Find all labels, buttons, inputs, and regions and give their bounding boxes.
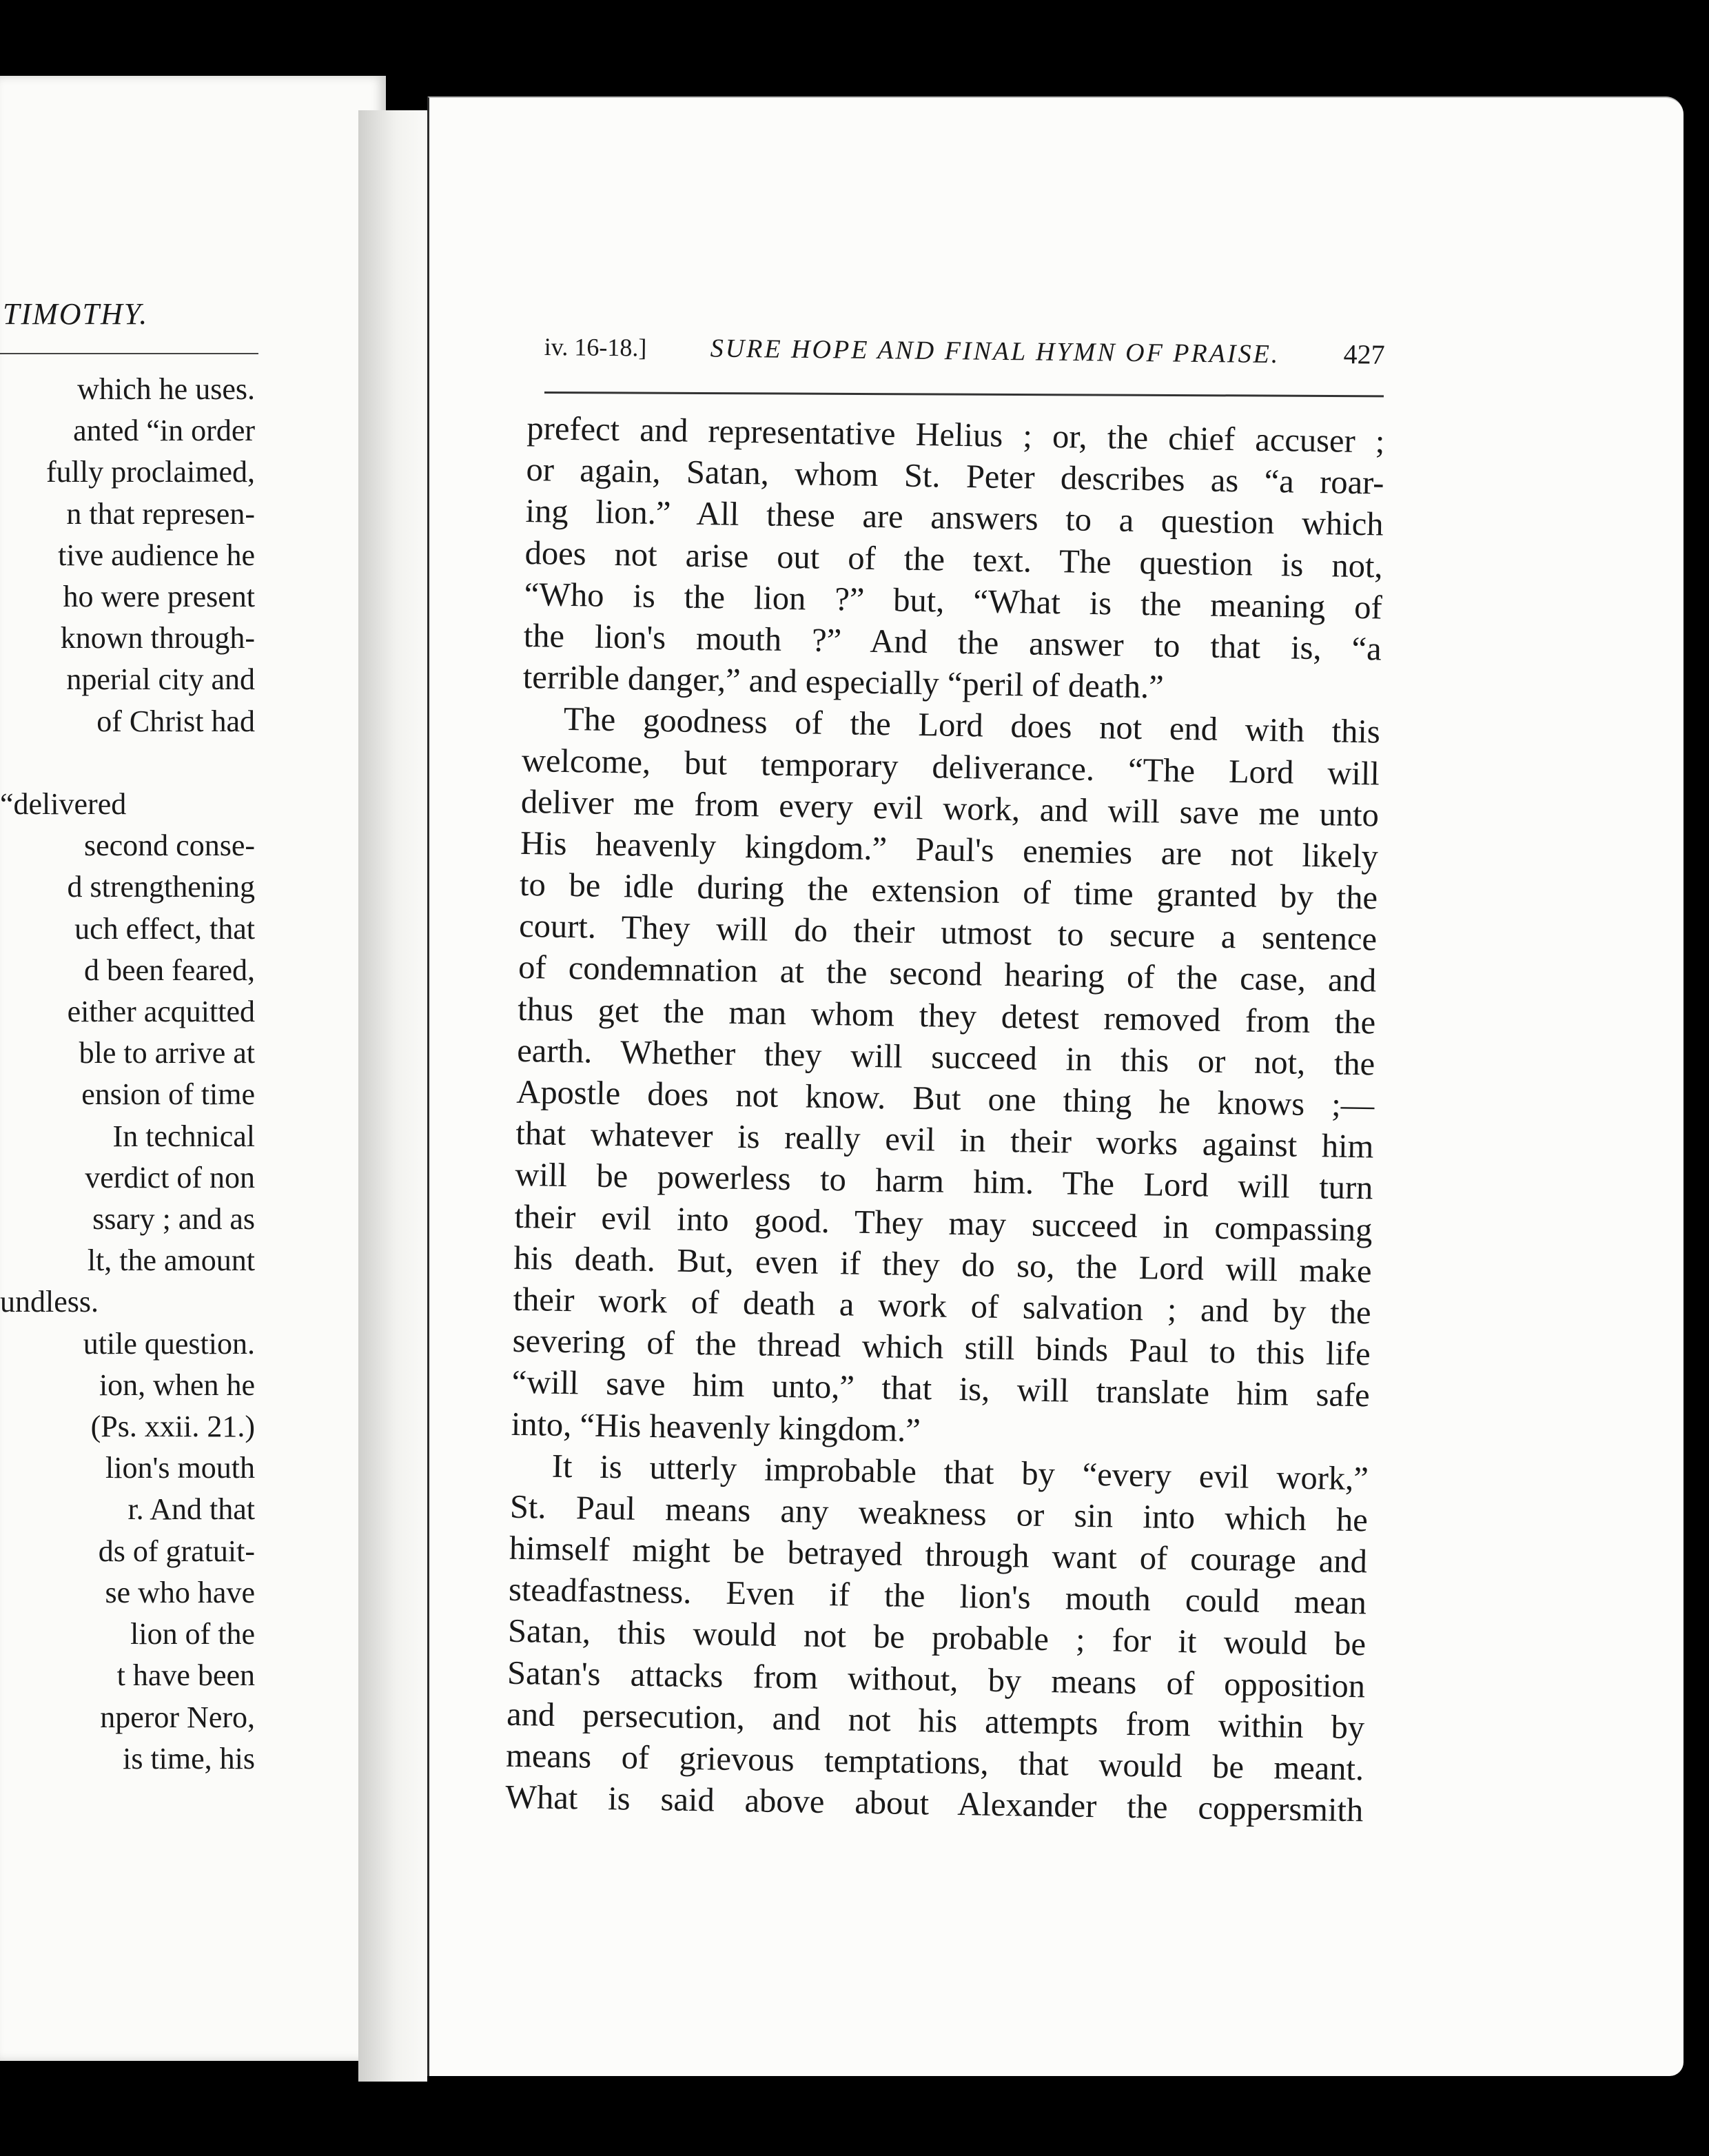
left-text-line: tive audience he	[58, 538, 255, 572]
left-text-line: second conse-	[83, 828, 255, 863]
left-text-line: ion, when he	[99, 1367, 255, 1402]
left-text-line: undless.	[0, 1285, 99, 1319]
text-line: of condemnation at the second hearing of the case, and	[518, 949, 1377, 999]
left-text-line: anted “in order	[73, 414, 255, 448]
left-text-line: lion of the	[130, 1617, 255, 1651]
text-line: steadfastness. Even if the lion's mouth could mean	[508, 1572, 1367, 1622]
page-number: 427	[1343, 338, 1385, 370]
text-line: welcome, but temporary deliverance. “The Lord will	[521, 742, 1380, 792]
left-text-line: In technical	[112, 1119, 255, 1153]
left-text-line: nperial city and	[66, 662, 255, 697]
left-text-line: n that represen-	[66, 496, 255, 531]
left-text-line: is time, his	[123, 1741, 255, 1776]
text-line: “Who is the lion ?” but, “What is the meaning of	[524, 576, 1383, 627]
body-text	[505, 408, 1385, 1832]
left-text-line: fully proclaimed,	[45, 455, 255, 489]
text-line: “will save him unto,” that is, will translate him safe	[511, 1364, 1371, 1414]
text-line: that whatever is really evil in their works against him	[515, 1115, 1374, 1166]
text-line: into, “His heavenly kingdom.”	[511, 1405, 921, 1449]
left-text-line: d been feared,	[84, 953, 255, 987]
text-line: severing of the thread which still binds Paul to this life	[512, 1322, 1371, 1373]
text-line: their work of death a work of salvation ; and by the	[513, 1281, 1371, 1332]
text-line: thus get the man whom they detest removed from the	[517, 990, 1376, 1041]
text-line: ing lion.” All these are answers to a question which	[525, 493, 1384, 543]
left-text-line: uch effect, that	[74, 911, 255, 946]
left-running-head: TIMOTHY.	[3, 297, 149, 331]
left-text-line: nperor Nero,	[100, 1700, 255, 1734]
left-text-line: of Christ had	[96, 704, 255, 738]
text-line: court. They will do their utmost to secure a sentence	[518, 908, 1378, 958]
left-text-line: r. And that	[127, 1492, 255, 1527]
text-line: means of grievous temptations, that would be meant.	[505, 1737, 1364, 1788]
text-line: his death. But, even if they do so, the Lord will make	[513, 1239, 1372, 1290]
text-line: It is utterly improbable that by “every evil work,”	[551, 1447, 1369, 1498]
text-line: Satan, this would not be probable ; for it would be	[507, 1613, 1367, 1663]
chapter-reference: iv. 16-18.]	[544, 332, 647, 362]
text-line: prefect and representative Helius ; or, the chief accuser ;	[526, 409, 1385, 460]
left-text-line: ension of time	[81, 1077, 255, 1112]
text-line: does not arise out of the text. The question is not,	[524, 534, 1383, 585]
book-gutter	[358, 110, 427, 2082]
left-text-line: lt, the amount	[87, 1243, 255, 1278]
left-text-line: ds of gratuit-	[98, 1534, 255, 1568]
left-header-rule	[0, 353, 258, 354]
left-text-line: ble to arrive at	[79, 1036, 255, 1070]
text-line: their evil into good. They may succeed in compassing	[514, 1198, 1373, 1248]
text-line: terrible danger,” and especially “peril of death.”	[522, 659, 1165, 706]
text-line: the lion's mouth ?” And the answer to that is, “a	[523, 617, 1382, 668]
left-text-line: either acquitted	[67, 995, 255, 1029]
text-line: deliver me from every evil work, and will save me unto	[520, 783, 1380, 834]
left-text-line: t have been	[116, 1658, 255, 1693]
text-line: Apostle does not know. But one thing he knows ;—	[515, 1073, 1375, 1124]
left-text-line: verdict of non	[85, 1160, 255, 1194]
left-text-line: utile question.	[83, 1326, 255, 1361]
text-line: himself might be betrayed through want of courage and	[509, 1529, 1368, 1580]
text-line: will be powerless to harm him. The Lord will turn	[515, 1157, 1373, 1207]
left-page-text	[0, 369, 255, 1780]
text-line: St. Paul means any weakness or sin into which he	[509, 1488, 1369, 1539]
text-line: or again, Satan, whom St. Peter describes as “a roar-	[526, 451, 1384, 502]
left-text-line: d strengthening	[67, 870, 255, 904]
text-line: Satan's attacks from without, by means of opposition	[506, 1654, 1366, 1705]
text-line: The goodness of the Lord does not end with this	[563, 701, 1381, 751]
left-text-line: (Ps. xxii. 21.)	[90, 1410, 255, 1444]
left-text-line: which he uses.	[77, 372, 255, 406]
left-text-line: lion's mouth	[105, 1451, 255, 1485]
text-line: and persecution, and not his attempts from within by	[506, 1696, 1365, 1747]
text-line: His heavenly kingdom.” Paul's enemies are not likely	[520, 824, 1379, 875]
running-title: SURE HOPE AND FINAL HYMN OF PRAISE.	[710, 334, 1280, 369]
left-text-line: ho were present	[63, 580, 255, 614]
left-text-line: known through-	[60, 621, 255, 655]
text-line: What is said above about Alexander the coppersmith	[504, 1778, 1364, 1829]
text-line: earth. Whether they will succeed in this or not, the	[516, 1032, 1375, 1083]
left-page	[0, 76, 386, 2061]
left-text-line	[0, 742, 255, 784]
text-line: to be idle during the extension of time granted by the	[519, 866, 1378, 917]
left-text-line: ssary ; and as	[92, 1202, 255, 1237]
left-text-line: “delivered	[0, 787, 127, 822]
left-text-line: se who have	[105, 1575, 255, 1609]
